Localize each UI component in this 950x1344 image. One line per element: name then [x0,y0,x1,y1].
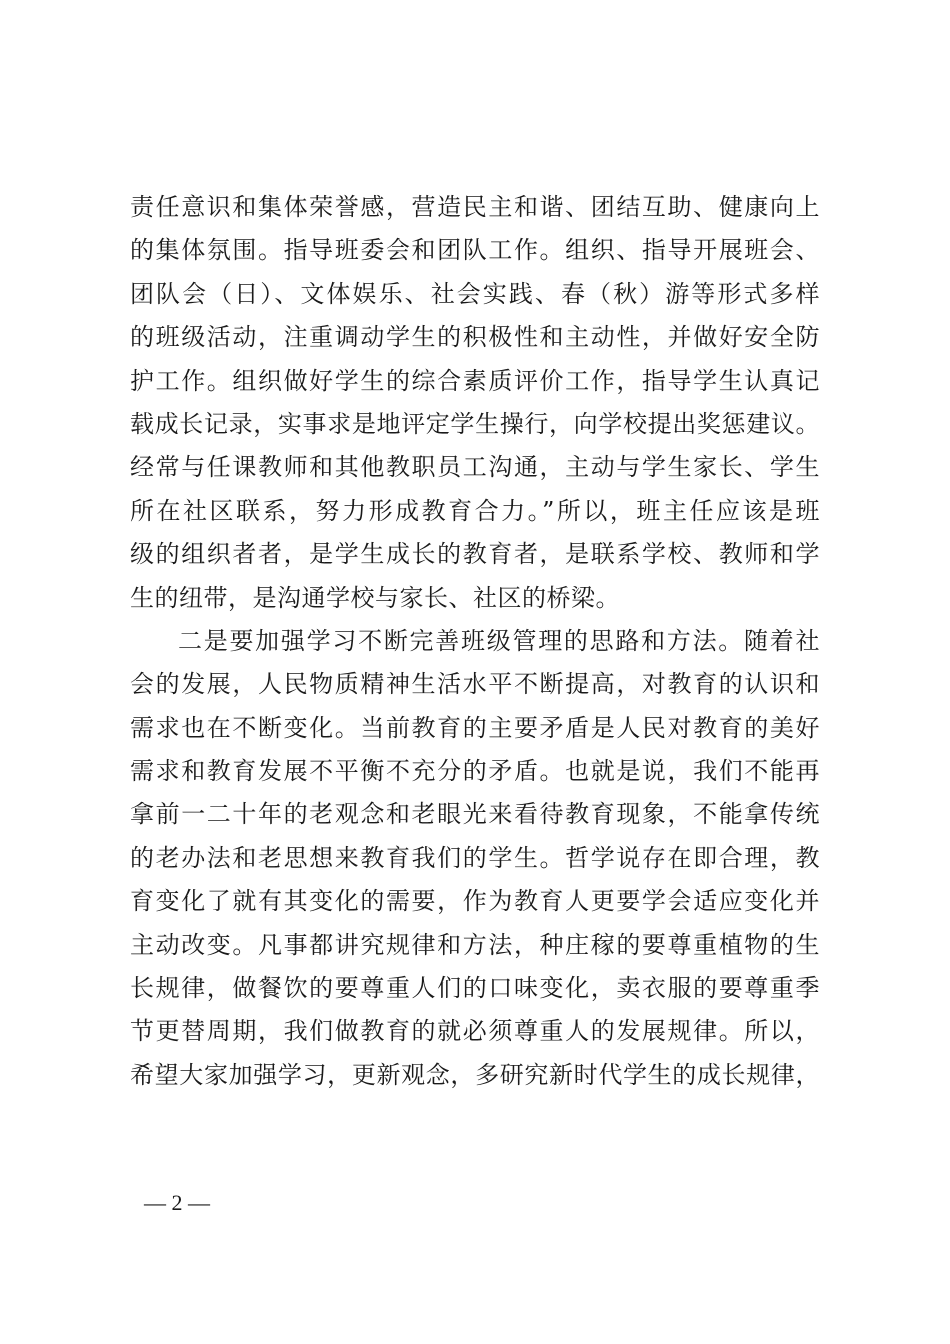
text-line: 经常与任课教师和其他教职员工沟通，主动与学生家长、学生 [130,453,820,482]
text-line: 会的发展，人民物质精神生活水平不断提高，对教育的认识和 [130,670,820,699]
text-line: 需求也在不断变化。当前教育的主要矛盾是人民对教育的美好 [130,713,820,742]
text-line: 主动改变。凡事都讲究规律和方法，种庄稼的要尊重植物的生 [130,930,820,959]
paragraph-first-line: 二是要加强学习不断完善班级管理的思路和方法。随着社 [178,626,820,655]
text-line: 团队会（日）、文体娱乐、社会实践、春（秋）游等形式多样 [130,279,820,308]
page-number: — 2 — [144,1190,210,1215]
body-text [130,186,820,1097]
text-line: 希望大家加强学习，更新观念，多研究新时代学生的成长规律， [130,1060,820,1089]
text-line: 需求和教育发展不平衡不充分的矛盾。也就是说，我们不能再 [130,757,820,786]
text-line: 育变化了就有其变化的需要，作为教育人更要学会适应变化并 [130,887,820,916]
text-line: 的班级活动，注重调动学生的积极性和主动性，并做好安全防 [130,323,820,352]
text-line: 的老办法和老思想来教育我们的学生。哲学说存在即合理，教 [130,843,820,872]
text-line: 的集体氛围。指导班委会和团队工作。组织、指导开展班会、 [130,236,820,265]
text-line: 护工作。组织做好学生的综合素质评价工作，指导学生认真记 [130,366,820,395]
text-line: 长规律，做餐饮的要尊重人们的口味变化，卖衣服的要尊重季 [130,974,820,1003]
text-line: 所在社区联系，努力形成教育合力。”所以，班主任应该是班 [130,496,820,525]
text-line: 载成长记录，实事求是地评定学生操行，向学校提出奖惩建议。 [130,409,820,438]
text-line: 拿前一二十年的老观念和老眼光来看待教育现象，不能拿传统 [130,800,820,829]
text-line: 生的纽带，是沟通学校与家长、社区的桥梁。 [130,583,620,612]
text-line: 责任意识和集体荣誉感，营造民主和谐、团结互助、健康向上 [130,193,820,221]
text-line: 级的组织者者，是学生成长的教育者，是联系学校、教师和学 [130,540,820,569]
text-line: 节更替周期，我们做教育的就必须尊重人的发展规律。所以， [130,1017,820,1046]
